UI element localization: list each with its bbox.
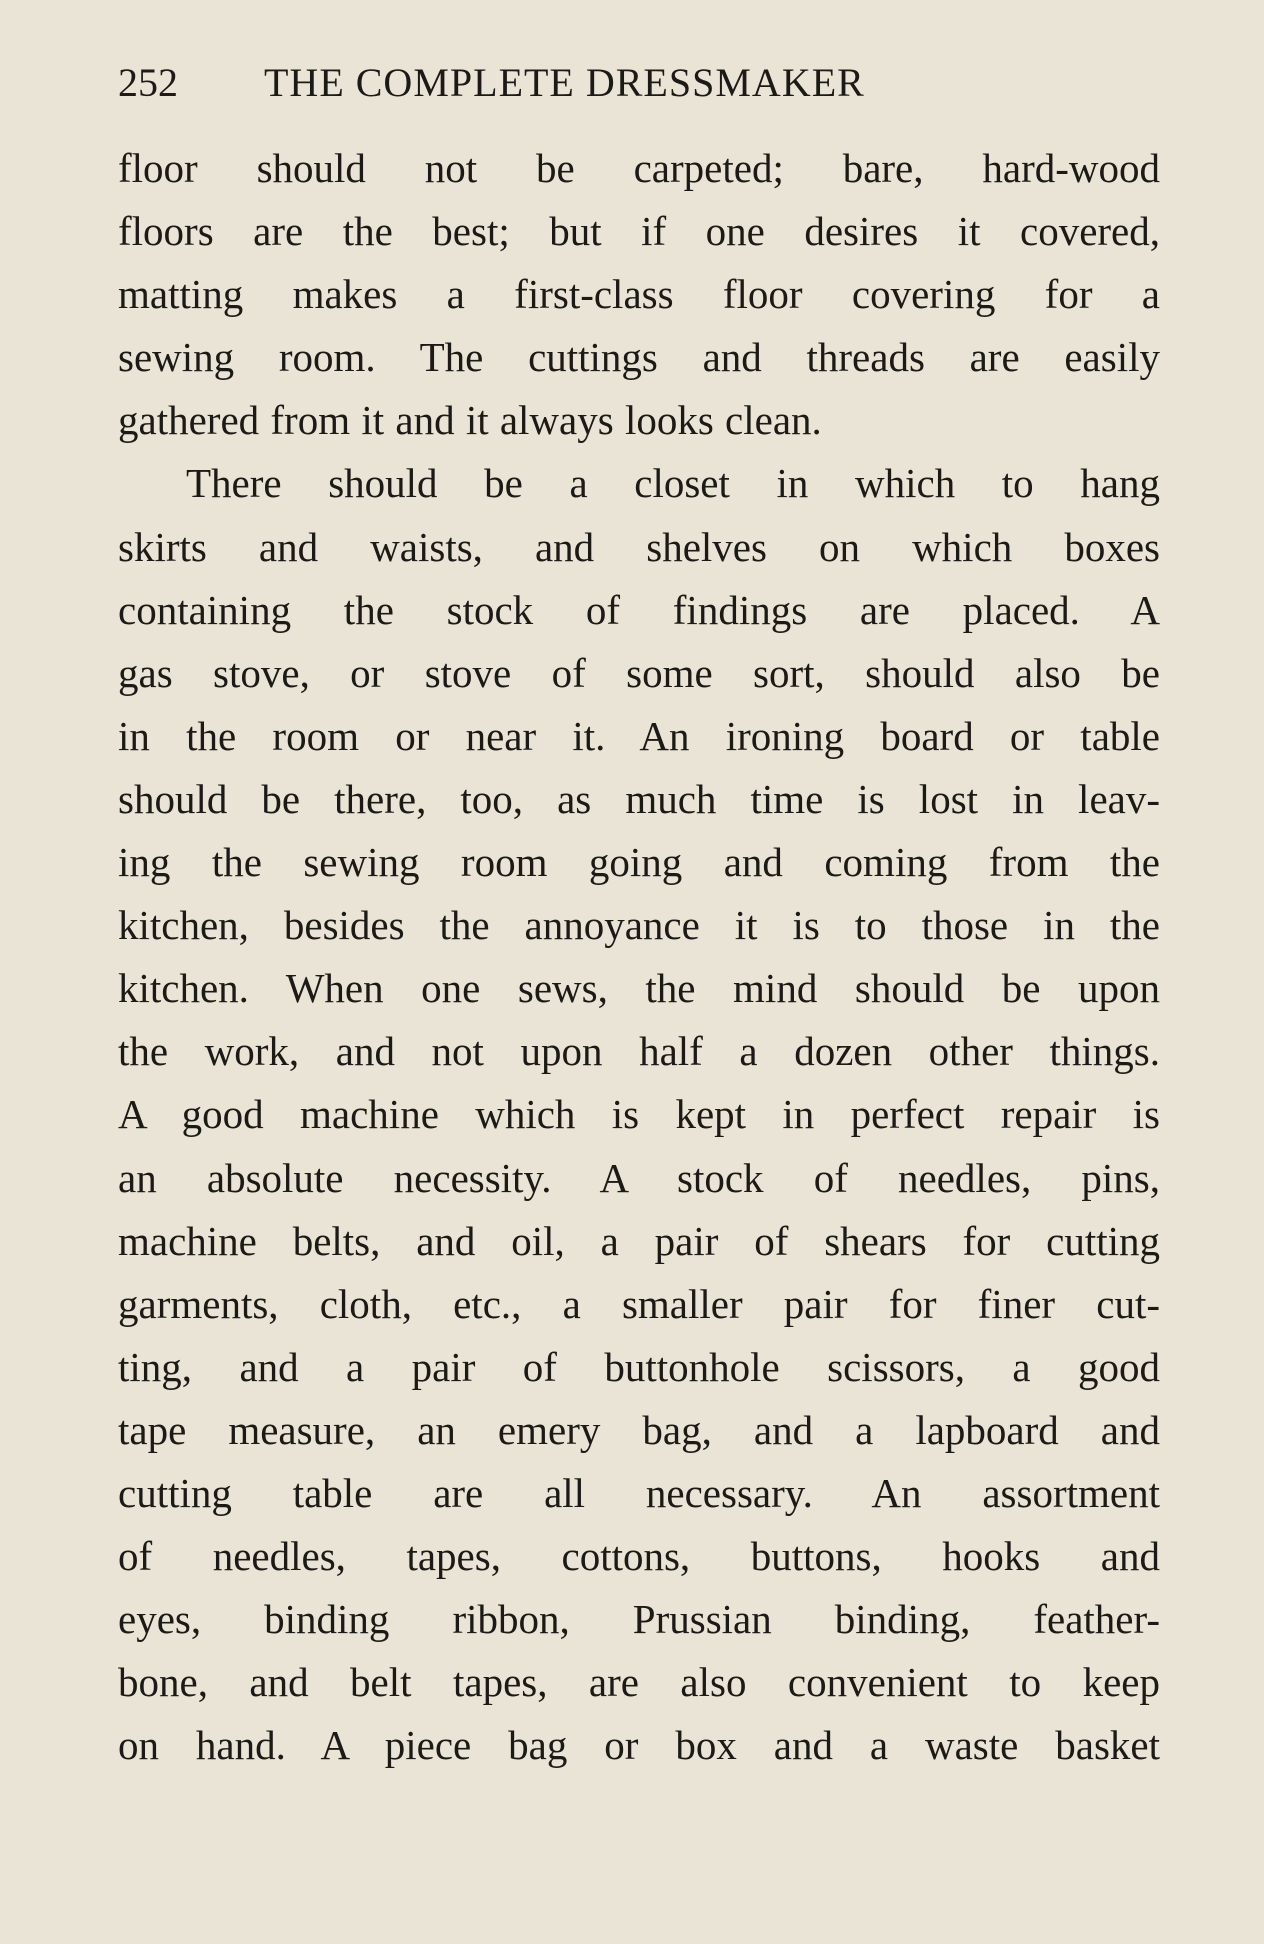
text-line: A good machine which is kept in perfect repair is: [118, 1091, 1160, 1138]
text-line: tape measure, an emery bag, and a lapboard and: [118, 1406, 1160, 1453]
text-line: gathered from it and it always looks clean.: [118, 397, 822, 444]
text-line: the work, and not upon half a dozen other things.: [118, 1028, 1160, 1075]
text-line: in the room or near it. An ironing board or table: [118, 712, 1160, 759]
text-line: ting, and a pair of buttonhole scissors, a good: [118, 1343, 1160, 1390]
text-line: containing the stock of findings are placed. A: [118, 586, 1160, 633]
text-line: ing the sewing room going and coming from the: [118, 839, 1160, 886]
text-line: of needles, tapes, cottons, buttons, hooks and: [118, 1533, 1160, 1580]
text-line: an absolute necessity. A stock of needles, pins,: [118, 1154, 1160, 1201]
text-line: skirts and waists, and shelves on which boxes: [118, 523, 1160, 570]
text-line: matting makes a first-class floor covering for a: [118, 271, 1160, 318]
text-line: machine belts, and oil, a pair of shears for cutting: [118, 1217, 1160, 1264]
text-line: floors are the best; but if one desires it covered,: [118, 208, 1160, 255]
text-line: garments, cloth, etc., a smaller pair for finer cut-: [118, 1280, 1160, 1327]
paragraph-first-line: There should be a closet in which to hang: [186, 460, 1160, 507]
text-line: kitchen, besides the annoyance it is to those in the: [118, 902, 1160, 949]
text-line: on hand. A piece bag or box and a waste basket: [118, 1722, 1160, 1769]
body-text: [118, 137, 1160, 1777]
text-line: floor should not be carpeted; bare, hard-wood: [118, 145, 1160, 191]
page-number: 252: [118, 60, 178, 105]
text-line: sewing room. The cuttings and threads are easily: [118, 334, 1160, 381]
page-header: [118, 52, 1158, 114]
text-line: eyes, binding ribbon, Prussian binding, feather-: [118, 1596, 1160, 1643]
text-line: should be there, too, as much time is lost in leav-: [118, 775, 1160, 822]
running-title: THE COMPLETE DRESSMAKER: [264, 60, 865, 105]
text-line: bone, and belt tapes, are also convenient to keep: [118, 1659, 1160, 1706]
text-line: gas stove, or stove of some sort, should also be: [118, 649, 1160, 696]
text-line: kitchen. When one sews, the mind should be upon: [118, 965, 1160, 1012]
text-line: cutting table are all necessary. An assortment: [118, 1469, 1160, 1516]
